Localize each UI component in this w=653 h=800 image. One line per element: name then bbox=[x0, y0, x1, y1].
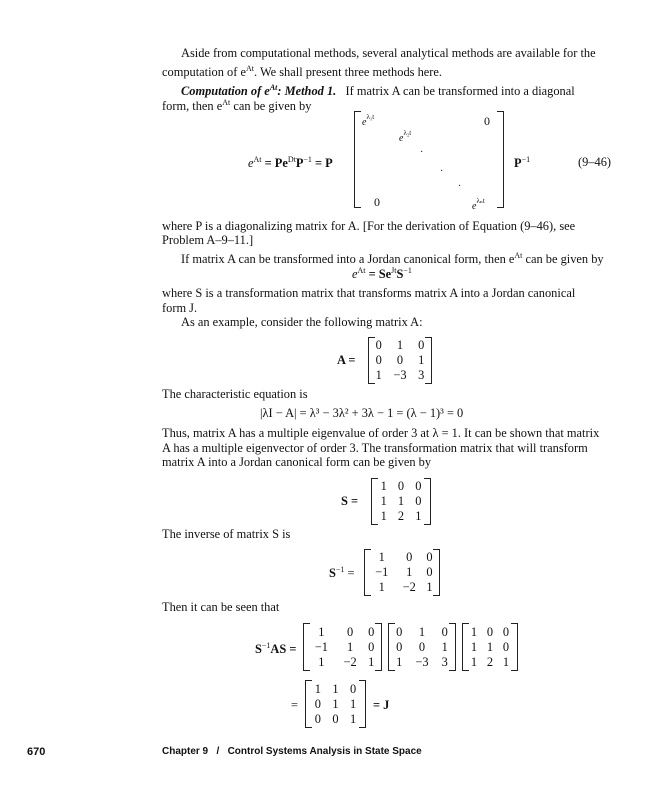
matrix-cell: 0 bbox=[441, 625, 448, 639]
matrix-cell: 1 bbox=[397, 494, 405, 508]
matrix-a-label: A = bbox=[337, 353, 356, 367]
matrix-cell: 1 bbox=[318, 655, 325, 669]
diag-entry: $e^{\lambda_nt}$ bbox=[472, 197, 485, 212]
matrix-cell: 1 bbox=[347, 640, 354, 654]
matrix-cell: 1 bbox=[470, 625, 478, 639]
diag-dot: · bbox=[458, 181, 462, 192]
matrix-cell: 0 bbox=[418, 338, 425, 352]
matrix-s bbox=[371, 478, 431, 525]
matrix-cell: 0 bbox=[415, 494, 422, 508]
matrix-a-product bbox=[388, 623, 456, 671]
paragraph-line: where P is a diagonalizing matrix for A. [For the derivation of Equation (9–46), see bbox=[162, 219, 576, 233]
paragraph-line: Then it can be seen that bbox=[162, 600, 280, 614]
paragraph-line: The characteristic equation is bbox=[162, 387, 308, 401]
matrix-cell: 0 bbox=[375, 353, 382, 367]
paragraph-line: The inverse of matrix S is bbox=[162, 527, 291, 541]
matrix-cell: 0 bbox=[406, 550, 413, 564]
sinvas-label: $S^{-1}AS$ = bbox=[255, 641, 297, 656]
matrix-cell: 0 bbox=[347, 625, 354, 639]
matrix-cell: 1 bbox=[318, 625, 325, 639]
matrix-cell: 1 bbox=[396, 655, 403, 669]
matrix-cell: 1 bbox=[470, 655, 478, 669]
diagonal-matrix bbox=[354, 111, 504, 212]
diag-dot: · bbox=[420, 147, 424, 158]
matrix-cell: 1 bbox=[418, 625, 426, 639]
matrix-cell: 0 bbox=[396, 640, 403, 654]
matrix-cell: 0 bbox=[375, 338, 382, 352]
matrix-cell: 1 bbox=[332, 697, 339, 711]
matrix-cell: 1 bbox=[378, 580, 385, 594]
matrix-cell: 2 bbox=[486, 655, 494, 669]
matrix-cell: 1 bbox=[380, 494, 387, 508]
matrix-cell: 1 bbox=[470, 640, 478, 654]
matrix-cell: 1 bbox=[380, 479, 387, 493]
matrix-cell: 1 bbox=[368, 655, 375, 669]
matrix-cell: −3 bbox=[393, 368, 407, 382]
matrix-cell: 0 bbox=[350, 682, 357, 696]
characteristic-equation: |λI − A| = λ³ − 3λ² + 3λ − 1 = (λ − 1)³ = 0 bbox=[260, 406, 464, 420]
matrix-cell: 2 bbox=[397, 509, 405, 523]
matrix-cell: 3 bbox=[441, 655, 448, 669]
matrix-cell: 1 bbox=[314, 682, 321, 696]
paragraph-line: A has a multiple eigenvector of order 3. The transformation matrix that will transform bbox=[162, 441, 588, 455]
matrix-s-label: S = bbox=[341, 494, 359, 508]
matrix-cell: 3 bbox=[418, 368, 425, 382]
matrix-cell: 0 bbox=[502, 625, 510, 639]
matrix-cell: 0 bbox=[314, 697, 321, 711]
matrix-cell: 1 bbox=[486, 640, 494, 654]
equals-j: = J bbox=[373, 698, 390, 712]
matrix-cell: 0 bbox=[396, 625, 403, 639]
matrix-a bbox=[368, 337, 432, 384]
chapter-footer: Chapter 9 / Control Systems Analysis in State Space bbox=[162, 746, 422, 757]
matrix-cell: 1 bbox=[415, 509, 422, 523]
diag-entry: $e^{\lambda_2t}$ bbox=[399, 129, 412, 144]
matrix-cell: 1 bbox=[350, 697, 357, 711]
matrix-cell: 0 bbox=[368, 625, 375, 639]
equals-sign: = bbox=[291, 698, 298, 712]
matrix-cell: 1 bbox=[332, 682, 339, 696]
matrix-cell: 1 bbox=[396, 338, 404, 352]
matrix-cell: 1 bbox=[380, 509, 387, 523]
paragraph-line: computation of $e^{At}$. We shall present three methods here. bbox=[162, 64, 442, 79]
paragraph-line: form, then $e^{At}$ can be given by bbox=[162, 98, 312, 113]
matrix-cell: 0 bbox=[486, 625, 494, 639]
matrix-sinv bbox=[364, 549, 440, 596]
matrix-cell: 1 bbox=[441, 640, 448, 654]
diag-zero: 0 bbox=[374, 195, 380, 209]
matrix-cell: 0 bbox=[426, 565, 433, 579]
jordan-equation: $e^{At} = Se^{Jt}S^{-1}$ bbox=[352, 266, 412, 281]
paragraph-line: Problem A–9–11.] bbox=[162, 233, 254, 247]
equation-946-rhs: $P^{-1}$ bbox=[514, 155, 531, 170]
method-heading: Computation of $e^{At}$: Method 1. If matrix A can be transformed into a diagonal bbox=[181, 83, 575, 98]
paragraph-line: Aside from computational methods, several analytical methods are available for the bbox=[181, 46, 596, 60]
matrix-sinv-label: $S^{-1}$ = bbox=[329, 565, 355, 580]
matrix-s-product bbox=[462, 623, 518, 671]
matrix-cell: 1 bbox=[418, 353, 425, 367]
paragraph-line: where S is a transformation matrix that transforms matrix A into a Jordan canonical bbox=[162, 286, 576, 300]
matrix-cell: −3 bbox=[415, 655, 429, 669]
matrix-cell: 1 bbox=[502, 655, 510, 669]
page-number: 670 bbox=[27, 746, 46, 758]
diag-zero: 0 bbox=[484, 114, 490, 128]
matrix-cell: −2 bbox=[402, 580, 416, 594]
matrix-cell: 0 bbox=[426, 550, 433, 564]
matrix-cell: −1 bbox=[314, 640, 328, 654]
matrix-cell: −2 bbox=[343, 655, 357, 669]
matrix-cell: 0 bbox=[397, 479, 405, 493]
matrix-cell: 0 bbox=[332, 712, 339, 726]
equation-number: (9–46) bbox=[578, 155, 612, 169]
matrix-cell: 0 bbox=[314, 712, 321, 726]
matrix-sinv-product bbox=[303, 623, 382, 671]
paragraph-line: matrix A into a Jordan canonical form can be given by bbox=[162, 455, 432, 469]
equation-946-lhs: $e^{At} = Pe^{Dt}P^{-1} = P$ bbox=[248, 155, 333, 170]
matrix-cell: 0 bbox=[415, 479, 422, 493]
paragraph-line: form J. bbox=[162, 301, 198, 315]
paragraph-line: If matrix A can be transformed into a Jordan canonical form, then $e^{At}$ can be given by bbox=[181, 251, 604, 266]
matrix-cell: 1 bbox=[426, 580, 433, 594]
matrix-cell: 0 bbox=[502, 640, 510, 654]
paragraph-line: As an example, consider the following matrix A: bbox=[181, 315, 423, 329]
diag-dot: · bbox=[440, 166, 444, 177]
diag-entry: $e^{\lambda_1t}$ bbox=[362, 113, 375, 128]
matrix-cell: 1 bbox=[378, 550, 385, 564]
matrix-cell: 1 bbox=[350, 712, 357, 726]
matrix-cell: 0 bbox=[368, 640, 375, 654]
paragraph-line: Thus, matrix A has a multiple eigenvalue of order 3 at λ = 1. It can be shown that matrix bbox=[162, 426, 600, 440]
matrix-cell: 0 bbox=[418, 640, 426, 654]
matrix-cell: 1 bbox=[375, 368, 382, 382]
matrix-cell: 0 bbox=[396, 353, 404, 367]
matrix-cell: 1 bbox=[406, 565, 413, 579]
matrix-j bbox=[305, 680, 366, 728]
matrix-cell: −1 bbox=[375, 565, 389, 579]
